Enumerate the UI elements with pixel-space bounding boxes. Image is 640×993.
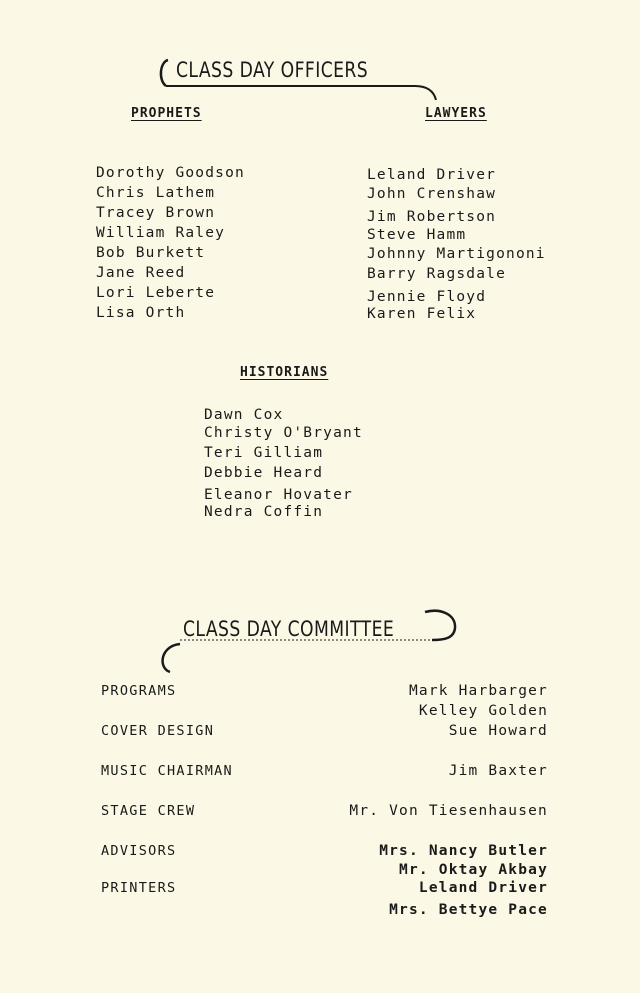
committee-member: Mr. Oktay Akbay	[399, 862, 548, 878]
role-printers: PRINTERS	[101, 880, 177, 896]
committee-member: Mark Harbarger	[408, 683, 548, 699]
lawyer-name: Johnny Martigononi	[367, 246, 546, 262]
prophet-name: Lisa Orth	[96, 305, 186, 321]
lawyer-name: Karen Felix	[367, 306, 477, 322]
lawyer-name: Leland Driver	[367, 167, 497, 183]
prophets-heading: PROPHETS	[131, 106, 202, 121]
prophet-name: Lori Leberte	[96, 285, 216, 301]
lawyer-name: Jim Robertson	[367, 209, 497, 225]
prophet-name: Chris Lathem	[96, 185, 216, 201]
prophet-name: Dorothy Goodson	[96, 165, 245, 181]
lawyer-name: John Crenshaw	[367, 186, 497, 202]
prophet-name: William Raley	[96, 225, 226, 241]
prophet-name: Bob Burkett	[96, 245, 206, 261]
committee-member: Mrs. Nancy Butler	[379, 843, 548, 859]
lawyer-name: Barry Ragsdale	[367, 266, 507, 282]
prophet-name: Jane Reed	[96, 265, 186, 281]
committee-member: Kelley Golden	[418, 703, 548, 719]
role-cover-design: COVER DESIGN	[101, 723, 215, 739]
committee-member: Jim Baxter	[448, 763, 548, 779]
committee-member: Mrs. Bettye Pace	[389, 902, 548, 918]
historian-name: Christy O'Bryant	[204, 425, 363, 441]
role-stage-crew: STAGE CREW	[101, 803, 196, 819]
lawyer-name: Jennie Floyd	[367, 289, 487, 305]
committee-member: Sue Howard	[448, 723, 548, 739]
lawyer-name: Steve Hamm	[367, 227, 467, 243]
role-music-chairman: MUSIC CHAIRMAN	[101, 763, 233, 779]
committee-member: Mr. Von Tiesenhausen	[349, 803, 548, 819]
historian-name: Nedra Coffin	[204, 504, 324, 520]
role-advisors: ADVISORS	[101, 843, 177, 859]
officers-title: CLASS DAY OFFICERS	[176, 58, 369, 82]
historian-name: Eleanor Hovater	[204, 487, 353, 503]
lawyers-heading: LAWYERS	[425, 106, 487, 121]
committee-member: Leland Driver	[418, 880, 548, 896]
role-programs: PROGRAMS	[101, 683, 177, 699]
historian-name: Dawn Cox	[204, 407, 284, 423]
historian-name: Debbie Heard	[204, 465, 324, 481]
historian-name: Teri Gilliam	[204, 445, 324, 461]
committee-title: CLASS DAY COMMITTEE	[183, 617, 395, 641]
prophet-name: Tracey Brown	[96, 205, 216, 221]
historians-heading: HISTORIANS	[240, 365, 329, 380]
